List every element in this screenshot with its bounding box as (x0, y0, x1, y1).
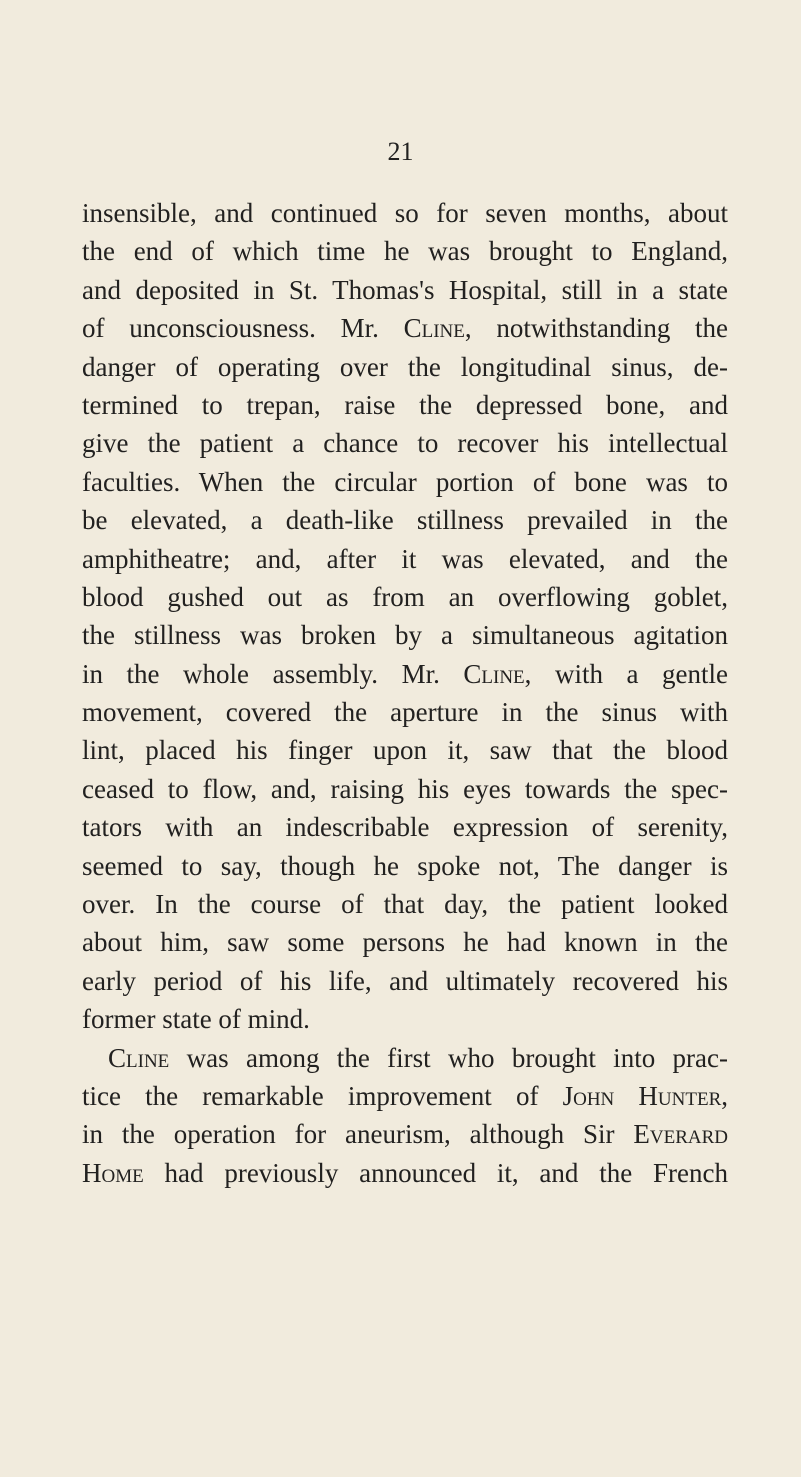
text-line: lint, placed his finger upon it, saw that the blood (82, 735, 728, 766)
text-line: give the patient a chance to recover his intellectual (82, 428, 728, 459)
text-line: insensible, and continued so for seven months, about (82, 198, 728, 228)
text-line: termined to trepan, raise the depressed bone, and (82, 389, 728, 420)
text-line: in the whole assembly. Mr. Cline, with a gentle (82, 658, 728, 689)
small-caps-name: Home (82, 1157, 144, 1188)
text-line: movement, covered the aperture in the sinus with (82, 697, 728, 728)
text-line: be elevated, a death-like stillness prevailed in the (82, 505, 728, 536)
paragraph-start-line: Cline was among the first who brought into prac- (108, 1042, 728, 1073)
small-caps-name: Cline (403, 313, 465, 344)
text-line: the end of which time he was brought to England, (82, 236, 728, 267)
body-text (82, 194, 728, 1192)
text-line: about him, saw some persons he had known in the (82, 927, 728, 958)
text-line: faculties. When the circular portion of bone was to (82, 466, 728, 497)
small-caps-name: Cline (463, 658, 525, 689)
text-line: Home had previously announced it, and the French (82, 1157, 728, 1188)
small-caps-name: Cline (108, 1042, 170, 1073)
text-line: seemed to say, though he spoke not, The danger is (82, 850, 728, 881)
text-line: tators with an indescribable expression of serenity, (82, 812, 728, 843)
text-line: of unconsciousness. Mr. Cline, notwithstanding the (82, 313, 729, 344)
text-line: over. In the course of that day, the patient looked (82, 889, 728, 920)
text-line: ceased to flow, and, raising his eyes towards the spec- (82, 773, 728, 804)
text-line: amphitheatre; and, after it was elevated, and the (82, 543, 728, 574)
page-number: 21 (387, 137, 414, 166)
paragraph-end-line: former state of mind. (82, 1004, 310, 1035)
text-line: tice the remarkable improvement of John Hunter, (82, 1080, 728, 1111)
small-caps-name: John Hunter (562, 1080, 722, 1111)
text-line: in the operation for aneurism, although Sir Everard (82, 1119, 728, 1150)
small-caps-name: Everard (633, 1119, 728, 1150)
text-line: danger of operating over the longitudinal sinus, de- (82, 351, 728, 382)
text-line: the stillness was broken by a simultaneous agitation (82, 620, 728, 651)
text-line: and deposited in St. Thomas's Hospital, still in a state (82, 274, 728, 305)
text-line: blood gushed out as from an overflowing goblet, (82, 581, 728, 612)
text-line: early period of his life, and ultimately recovered his (82, 965, 728, 996)
